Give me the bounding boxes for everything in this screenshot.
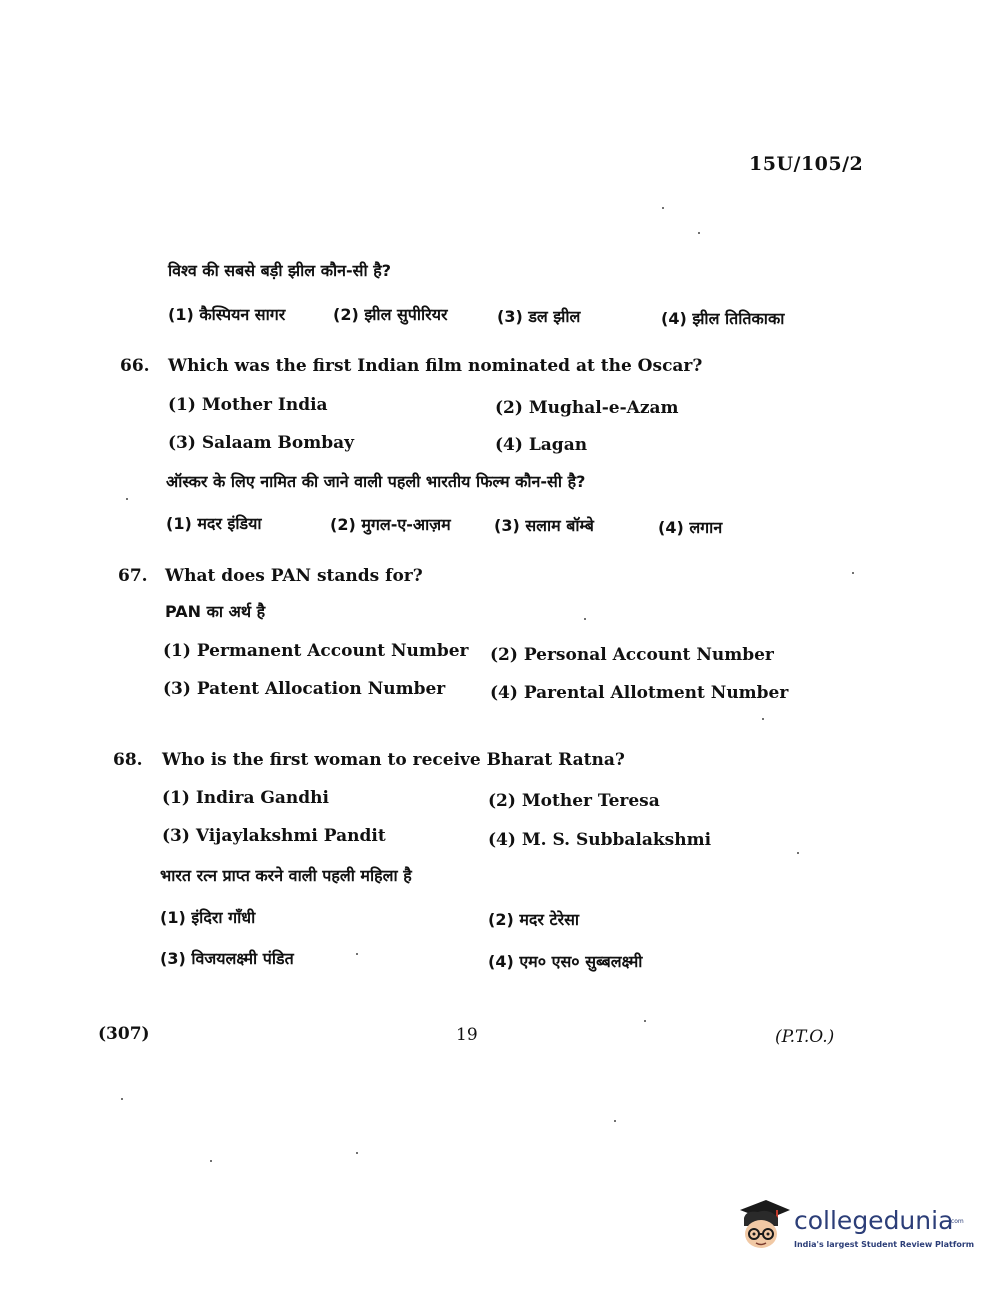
q65-hindi-option-1: (1) कैस्पियन सागर [168,305,286,324]
q68-hindi-option-2: (2) मदर टेरेसा [488,910,580,929]
scan-speck [121,1098,123,1100]
logo-domain-suffix: .com [949,1218,964,1225]
scan-speck [762,718,764,720]
q67-option-3: (3) Patent Allocation Number [163,679,446,699]
q66-hindi-question: ऑस्कर के लिए नामित की जाने वाली पहली भारतीय फिल्म कौन-सी है? [166,472,586,491]
q67-option-1: (1) Permanent Account Number [163,641,469,661]
logo-wordmark: collegedunia [794,1206,954,1235]
q66-hindi-option-4: (4) लगान [658,518,723,537]
collegedunia-logo[interactable] [736,1196,975,1256]
q66-hindi-option-3: (3) सलाम बॉम्बे [494,516,594,535]
footer-code: (307) [98,1024,150,1044]
q66-number: 66. [120,356,150,376]
scan-speck [210,1160,212,1162]
q66-option-1: (1) Mother India [168,395,328,415]
q67-option-4: (4) Parental Allotment Number [490,683,789,703]
scan-speck [662,207,664,209]
q68-option-1: (1) Indira Gandhi [162,788,329,808]
q68-question: Who is the first woman to receive Bharat Ratna? [162,750,625,770]
paper-code: 15U/105/2 [749,153,864,175]
q65-hindi-option-3: (3) डल झील [497,307,581,326]
logo-tagline: India's largest Student Review Platform [794,1240,975,1249]
pto-label: (P.T.O.) [775,1027,835,1047]
scan-speck [356,1152,358,1154]
scan-speck [126,498,128,500]
q68-option-3: (3) Vijaylakshmi Pandit [162,826,386,846]
q65-hindi-option-2: (2) झील सुपीरियर [333,305,448,324]
scan-speck [644,1020,646,1022]
q67-option-2: (2) Personal Account Number [490,645,774,665]
scan-speck [356,953,358,955]
q65-hindi-question: विश्व की सबसे बड़ी झील कौन-सी है? [168,261,391,280]
q67-question: What does PAN stands for? [165,566,423,586]
q68-hindi-option-4: (4) एम० एस० सुब्बलक्ष्मी [488,952,643,971]
q65-hindi-option-4: (4) झील तितिकाका [661,309,785,328]
q68-hindi-option-3: (3) विजयलक्ष्मी पंडित [160,949,294,968]
q66-hindi-option-1: (1) मदर इंडिया [166,514,262,533]
q68-number: 68. [113,750,143,770]
q68-hindi-option-1: (1) इंदिरा गाँधी [160,908,256,927]
q66-option-2: (2) Mughal-e-Azam [495,398,679,418]
q66-option-4: (4) Lagan [495,435,588,455]
q68-option-2: (2) Mother Teresa [488,791,660,811]
mascot-graduate-icon [736,1196,792,1256]
q66-option-3: (3) Salaam Bombay [168,433,354,453]
q66-hindi-option-2: (2) मुगल-ए-आज़म [330,515,451,534]
scan-speck [698,232,700,234]
scan-speck [852,572,854,574]
q67-hindi-question: PAN का अर्थ है [165,602,266,621]
page-number: 19 [456,1025,478,1045]
scan-speck [584,618,586,620]
q68-hindi-question: भारत रत्न प्राप्त करने वाली पहली महिला है [160,866,412,885]
scan-speck [614,1120,616,1122]
q67-number: 67. [118,566,148,586]
q68-option-4: (4) M. S. Subbalakshmi [488,830,712,850]
q66-question: Which was the first Indian film nominated at the Oscar? [168,356,703,376]
scan-speck [797,852,799,854]
